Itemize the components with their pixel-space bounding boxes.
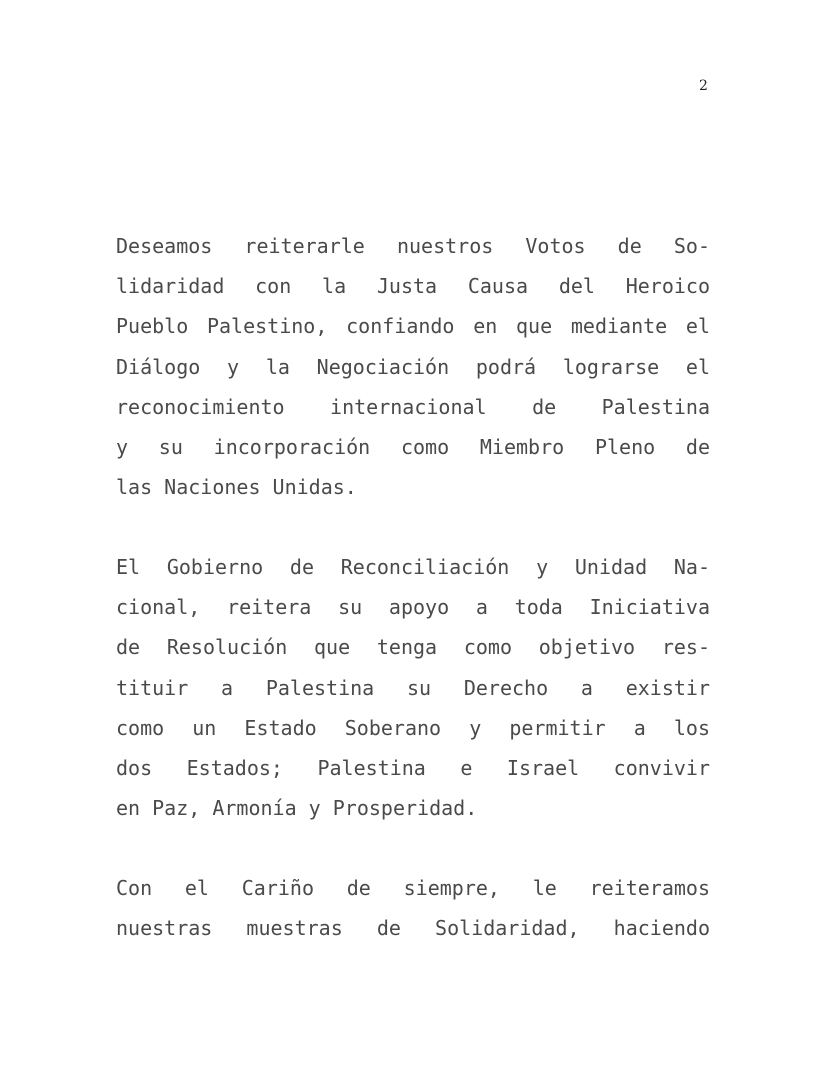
text-line: reconocimiento internacional de Palestina: [116, 394, 710, 419]
text-line: lidaridad con la Justa Causa del Heroico: [116, 274, 710, 299]
text-line: dos Estados; Palestina e Israel convivir: [116, 755, 710, 780]
text-line: tituir a Palestina su Derecho a existir: [116, 675, 710, 700]
text-line: Deseamos reiterarle nuestros Votos de So-: [116, 234, 710, 258]
text-line: nuestras muestras de Solidaridad, haciendo: [116, 916, 710, 941]
paragraph-closing: [116, 868, 710, 948]
text-line: cional, reitera su apoyo a toda Iniciativa: [116, 595, 710, 620]
text-line: El Gobierno de Reconciliación y Unidad Na-: [116, 555, 710, 579]
text-line: Pueblo Palestino, confiando en que mediante el: [116, 314, 710, 339]
text-line: Con el Cariño de siempre, le reiteramos: [116, 876, 710, 900]
text-line: como un Estado Soberano y permitir a los: [116, 715, 710, 740]
paragraph-government-support: [116, 547, 710, 828]
text-line: de Resolución que tenga como objetivo res-: [116, 635, 710, 660]
text-line: las Naciones Unidas.: [116, 475, 357, 500]
text-line: Diálogo y la Negociación podrá lograrse el: [116, 354, 710, 379]
text-line: y su incorporación como Miembro Pleno de: [116, 434, 710, 459]
page-number: 2: [699, 78, 708, 94]
paragraph-solidarity-votes: [116, 226, 710, 507]
text-line: en Paz, Armonía y Prosperidad.: [116, 796, 478, 821]
